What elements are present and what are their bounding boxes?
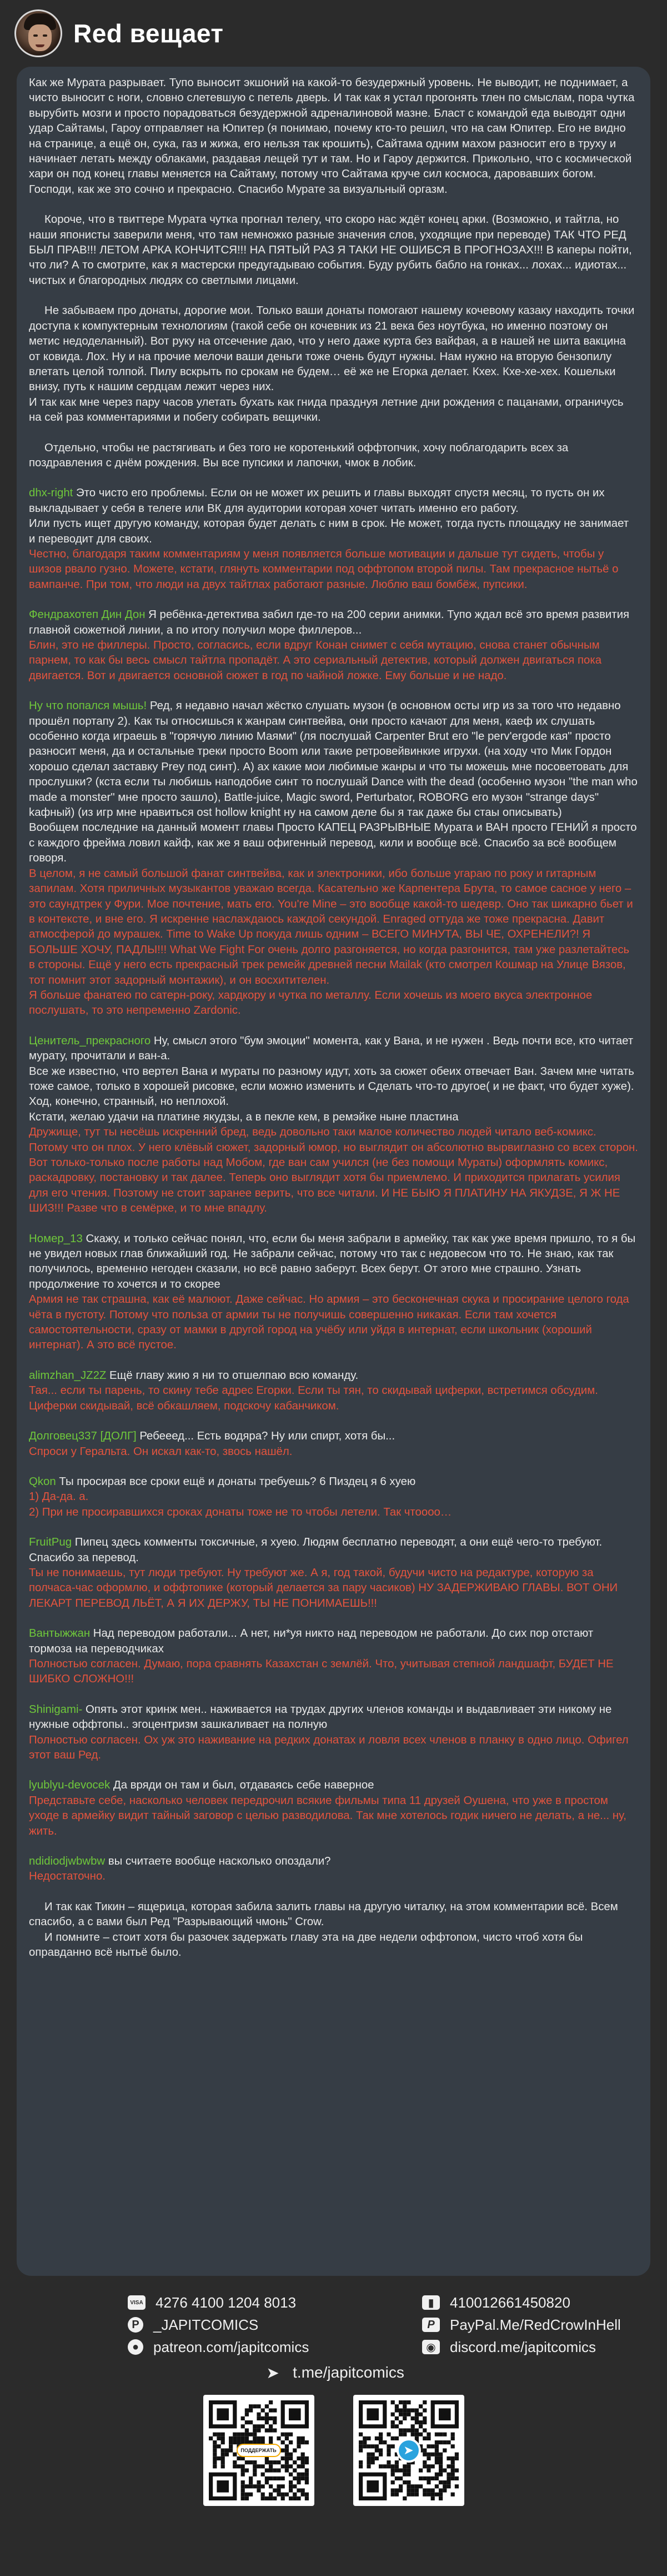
header bbox=[0, 0, 667, 67]
comment-text: Да вряди он там и был, отдаваясь себе наверное bbox=[110, 1779, 374, 1792]
comment-text: Пипец здесь комменты токсичные, я хуею. Людям бесплатно переводят, а они ещё чего-то требуют. Спасибо за перевод. bbox=[29, 1536, 603, 1564]
comment-text: Это чисто его проблемы. Если он не может их решить и главы выходят спустя месяц, то пусть он их выкладывает у себя в телеге или ВК для аудитории которая хочет читать именно его работу. bbox=[29, 487, 605, 515]
comment-text: Ну, смысл этого "бум эмоции" момента, как у Вана, и не нужен . Ведь почти все, кто читает мурату, прочитали и ван-а. bbox=[29, 1034, 634, 1063]
closing-text: И так как Тикин – ящерица, которая забила залить главы на другую читалку, на этом комментарии всё. Всем спасибо, а с вами был Ред "Разрывающий чмонь" Crow. bbox=[29, 1900, 618, 1929]
discord-link[interactable]: ◉ discord.me/japitcomics bbox=[422, 2337, 655, 2357]
comment-author[interactable]: Фендрахотеп Дин Дон bbox=[29, 609, 146, 621]
comment bbox=[29, 1626, 638, 1687]
reply-text: Дружище, тут ты несёшь искренний бред, ведь довольно таки малое количество людей читало веб-комикс. Потому что он плох. У него клёвый сюжет, задорный юмор, но выглядит он абсолютно вырвиглазно со всех сторон. Вот только-только после работы над Мобом, где ван сам учился (не без помощи Мураты) оформлять комикс, раскадровку, постановку и так далее. Теперь оно выглядит хотя бы приемлемо. И приходится прилагать усилия для его чтения. Поэтому не стоит заранее верить, что все читали. И НЕ БЫЮ Я ПЛАТИНУ НА ЯКУДЗЕ, Я Ж НЕ ШИЗ!!! Разве что в семёрке, и то мне впадлу. bbox=[29, 1126, 638, 1215]
comment-author[interactable]: lyublyu-devocek bbox=[29, 1779, 111, 1792]
card-icon: ▮ bbox=[422, 2295, 440, 2310]
comment bbox=[29, 1368, 638, 1414]
comment-text: Вообщем последние на данный момент главы Просто КАПЕЦ РАЗРЫВНЫЕ Мурата и ВАН просто ГЕНИЙ я просто с каждого фрейма ловил кайф, как же я ваш офигенный перевод, кили и вообще всё. Спасибо за всё вообщем говоря. bbox=[29, 821, 637, 865]
comment-author[interactable]: ndidiodjwbwbw bbox=[29, 1855, 106, 1868]
reply-text: Недостаточно. bbox=[29, 1870, 106, 1883]
comment-text: Над переводом работали... А нет, ни*уя никто над переводом не работали. До сих пор отстают тормоза на переводчиках bbox=[29, 1627, 594, 1655]
comment-text: Ещё главу жию я ни то отшелпаю всю команду. bbox=[106, 1369, 359, 1382]
reply-text: Честно, благодаря таким комментариям у меня появляется больше мотивации и дальше тут сидеть, чтобы у шизов рвало гузно. Можете, кстати, глянуть комментарии под оффтопом второй пилы. Там прекрасное нытьё о вампанче. При том, что люди на двух тайтлах работают разные. Люблю ваш бомбёж, пупсики. bbox=[29, 547, 619, 591]
visa-icon: VISA bbox=[128, 2295, 146, 2310]
footer bbox=[0, 2293, 667, 2506]
comment bbox=[29, 607, 638, 684]
paypal-link[interactable]: P PayPal.Me/RedCrowInHell bbox=[422, 2315, 655, 2335]
comment-author[interactable]: dhx-right bbox=[29, 487, 73, 500]
comment-text: Ред, я недавно начал жёстко слушать музон (в основном осты игр из за того что недавно прошёл портапу 2). Как ты относишься к жанрам синтвейва, они просто качают для меня, каеф их слушать особенно когда играешь в "горячую линию Маями" (ля послушай Carpenter Brut его "le perv'ergode кая" просто разносит меня, да и остальные треки просто Boom или такие ретровейвинкие игрухи. (на ходу что Мик Гордон хорошо сделал заставку Prey под синт). А) ах какие мои любимые жанры и что ты можешь мне посоветовать для прослушки? (кста если ты любишь наподобие синт то послушай Dance with the dead (особенно музон "the man who made a monster" мне просто зашло), Battle-juice, Magic sword, Perturbator, ROBORG его музон "strange days" kaфный) (из игр мне нравиться ost hollow knight ну на самом деле бы я так даже бы стаы описывать) bbox=[29, 700, 638, 819]
comment bbox=[29, 1854, 638, 1885]
comment-text: Я ребёнка-детектива забил где-то на 200 серии анимки. Тупо ждал всё это время развития главной сюжетной линии, а по итогу получил море филлеров... bbox=[29, 609, 630, 636]
comment-text: вы считаете вообще насколько опоздали? bbox=[105, 1855, 331, 1868]
closing-text: И помните – стоит хотя бы разочек задержать главу эта на две недели оффтопом, чисто чтоб хотя бы оправданно всё нытьё было. bbox=[29, 1931, 583, 1959]
comment-text: Ты просирая все сроки ещё и донаты требуешь? 6 Пиздец я 6 хуею bbox=[56, 1475, 416, 1488]
paragraph: Не забываем про донаты, дорогие мои. Только ваши донаты помогают нашему кочевому казаку находить точки доступа к компуктерным технологиям (такой себе он кочевник из 21 века без ноутбука, но именно поэтому он метис недоделанный). Вот руку на отсечение даю, что у него даже курта без вайфая, а в нашей не шита вакцина от ковида. Лох. Ну и на прочие мелочи ваши деньги тоже очень будут нужны. Нам нужно на вторую бензопилу влетать целой толпой. Пилу вскрыть по срокам не будем… её же не Егорка делает. Кхех. Кхе-хе-хех. Кошельки внизу, путь к нашим сердцам лежит через них. bbox=[29, 305, 635, 393]
paypal-icon: P bbox=[422, 2318, 440, 2332]
page-title: Red вещает bbox=[73, 19, 224, 48]
reply-text: Спроси у Геральта. Он искал как-то, звось нашёл. bbox=[29, 1445, 293, 1458]
comment-text: Кстати, желаю удачи на платине якудзы, а в пекле кем, в ремэйке ныне пластина bbox=[29, 1110, 459, 1123]
yoomoney-link[interactable]: ▮ 410012661450820 bbox=[422, 2293, 655, 2313]
comment-author[interactable]: Shinigami- bbox=[29, 1703, 83, 1716]
comment-text: Или пусть ищет другую команду, которая будет делать с ним в срок. Не может, тогда пусть площадку не занимает и переводит для своих. bbox=[29, 517, 629, 545]
comment-author[interactable]: Ценитель_прекрасного bbox=[29, 1034, 151, 1047]
reply-text: 1) Да-да. а. bbox=[29, 1491, 89, 1503]
comment-author[interactable]: Ну что попался мышь! bbox=[29, 700, 147, 712]
patreon-icon: P bbox=[128, 2317, 143, 2333]
avatar bbox=[14, 9, 62, 57]
support-links bbox=[128, 2293, 667, 2357]
discord-icon: ◉ bbox=[422, 2340, 440, 2354]
reply-text: Полностью согласен. Ох уж это наживание на редких донатах и ловля всех членов в планку в одно лицо. Офигел этот ваш Ред. bbox=[29, 1733, 629, 1761]
reply-text: В целом, я не самый большой фанат синтвейва, как и электроники, ибо больше угараю по року и гитарным запилам. Хотя приличных музыкантов уважаю всегда. Касательно же Карпентера Брута, то самое сасное у него – это саундтрек у Фури. Мое почтение, мать его. You're Mine – это вообще какой-то шедевр. Оно так шикарно бьет и в контексте, и вне его. Я искренне наслаждаюсь каждой секундой. Enraged оттуда же тоже прекрасна. Давит атмосферой до мурашек. Time to Wake Up покуда лишь одним – ВСЕГО МИНУТА, ВЫ ЧЕ, ОХРЕНЕЛИ?! Я БОЛЬШЕ ХОЧУ, ПАДЛЫ!!! What We Fight For очень долго разгоняется, но когда разгонится, там уже разлетайтесь в стороны. Ещё у него есть прекрасный трек ремейк древней песни Mailak (кто смотрел Кошмар на Улице Вязов, тот помнит этот задорный монтажик), и он восхитителен. bbox=[29, 867, 633, 986]
comment-text: Скажу, и только сейчас понял, что, если бы меня забрали в армейку, так как уже время пришло, то я бы не увидел новых глав ближайший год. Не забрали сейчас, потому что так с недовесом что то. Не знаю, как так получилось, временно негоден сказали, но всё равно заберут. Всех берут. От этого мне страшно. Узнать продолжение то хочется и то скорее bbox=[29, 1232, 636, 1291]
comment bbox=[29, 1702, 638, 1763]
telegram-link[interactable]: ➤ t.me/japitcomics bbox=[0, 2361, 667, 2384]
comment bbox=[29, 1535, 638, 1611]
comment bbox=[29, 1429, 638, 1459]
comment-author[interactable]: Вантыжжан bbox=[29, 1627, 91, 1640]
comment-author[interactable]: Qkon bbox=[29, 1475, 56, 1488]
reply-text: Я больше фанатею по сатерн-року, хардкору и чутка по металлу. Если хочешь из моего вкуса электронное послушать, то это непременно Zardonic. bbox=[29, 989, 593, 1017]
comment bbox=[29, 1474, 638, 1520]
patreon-handle-link[interactable]: P _JAPITCOMICS bbox=[128, 2315, 389, 2335]
telegram-qr-code[interactable] bbox=[353, 2395, 464, 2506]
reply-text: Блин, это не филлеры. Просто, согласись, если вдруг Конан снимет с себя мутацию, снова станет обычным парнем, то как бы весь смысл тайтла пропадёт. А это сериальный детектив, который должен двигаться пока двигается. Вот и двигается основной сюжет в год по чайной ложке. Ему больше и не надо. bbox=[29, 639, 602, 682]
comment-text: Все же известно, что вертел Вана и мураты по разному идут, хоть за сюжет обеих отвечает Ван. Зачем мне читать тоже самое, только в хорошей рисовке, если можно изменить и Сделать что-то другое( и не факт, что будет хуже). Ход, конечно, странный, но неплохой. bbox=[29, 1065, 634, 1108]
qr-codes bbox=[0, 2395, 667, 2506]
comment-author[interactable]: Долговец337 [ДОЛГ] bbox=[29, 1430, 137, 1443]
telegram-icon: ➤ bbox=[266, 2364, 279, 2381]
paragraph: Как же Мурата разрывает. Тупо выносит экшоний на какой-то безудержный уровень. Не выводит, не поднимает, а чисто выносит с ноги, словно слетевшую с петель дверь. И так как я устал прогонять тлен по смыслам, пора чутка вырубить мозги и просто порадоваться безудержной адреналиновой мазне. Бласт с командой еда выводят одни удар Сайтамы, Гароу отправляет на Юпитер (я понимаю, почему кто-то решил, что на сам Юпитер. Его не видно на странице, а ещё он, сука, газ и жижа, его нельзя так крошить), Сайтама одним махом разносит его в труху и начинает летать между облаками, раздавая лещей тут и там. Но и Гароу держится. Прикольно, что с космической хари он под конец главы меняется на Сайтаму, потому что Сайтама круче сил космоса, даровавших богом. Господи, как же это сочно и прекрасно. Спасибо Мурате за визуальный оргазм. bbox=[29, 77, 635, 196]
comment bbox=[29, 1778, 638, 1839]
reply-text: Тая... если ты парень, то скину тебе адрес Егорки. Если ты тян, то скидывай циферки, встретимся обсудим. Циферки скидывай, всё обкашляем, подскочу кабанчиком. bbox=[29, 1384, 598, 1412]
patreon-round-icon: ● bbox=[128, 2339, 143, 2355]
donate-label: ПОДДЕРЖАТЬ bbox=[237, 2444, 281, 2457]
patreon-link[interactable]: ● patreon.com/japitcomics bbox=[128, 2337, 389, 2357]
donate-qr-code[interactable] bbox=[203, 2395, 314, 2506]
reply-text: Представьте себе, насколько человек передрочил всякие фильмы типа 11 друзей Оушена, что уже в простом уходе в армейку видит тайный заговор с целью разводилова. Так мне хотелось годик ничего не делать, а не... ну, жить. bbox=[29, 1794, 626, 1837]
comment bbox=[29, 1034, 638, 1217]
reply-text: Ты не понимаешь, тут люди требуют. Ну требуют же. А я, год такой, будучи чисто на редактуре, которую за полчаса-час оформлю, и оффтопике (который делается за пару часиков) НУ ЗАДЕРЖИВАЮ ГЛАВЫ. ВОТ ОНИ ЛЕКАРТ ПЕРЕВОД ЛЬЁТ, А Я ИХ ДЕРЖУ, ТЫ НЕ ПОНИМАЕШЬ!!! bbox=[29, 1566, 618, 1610]
paragraph: И так как мне через пару часов улетать бухать как гнида празднуя летние дни рождения с пацанами, ограничусь на сей раз комментариями и побегу собирать вещички. bbox=[29, 396, 624, 424]
telegram-icon: ➤ bbox=[397, 2438, 421, 2463]
comment-text: Опять этот кринж мен.. наживается на трудах других членов команды и выдавливает эти никому не нужные оффтопы.. эгоцентризм зашкаливает на полную bbox=[29, 1703, 612, 1731]
paragraph: Отдельно, чтобы не растягивать и без того не коротенький оффтопчик, хочу поблагодарить всех за поздравления с днём рождения. Вы все пупсики и лапочки, чмок в лобик. bbox=[29, 441, 569, 469]
reply-text: Армия не так страшна, как её малюют. Даже сейчас. Но армия – это бесконечная скука и просирание целого года чёта в пустоту. Потому что польза от армии ты не получишь совершенно никакая. Если там хочется самостоятельности, сразу от мамки в другой город на учёбу или уйдя в интернат, если школьник (хороший интернат). А это всё пустое. bbox=[29, 1293, 629, 1352]
comment bbox=[29, 486, 638, 592]
comment bbox=[29, 1232, 638, 1353]
reply-text: Полностью согласен. Думаю, пора сравнять Казахстан с землёй. Что, учитывая степной ландшафт, БУДЕТ НЕ ШИБКО СЛОЖНО!!! bbox=[29, 1657, 614, 1686]
comment-author[interactable]: Номер_13 bbox=[29, 1232, 83, 1245]
reply-text: 2) При не просиравшихся сроках донаты тоже не то чтобы летели. Так чтоооо… bbox=[29, 1506, 452, 1518]
comment-author[interactable]: FruitPug bbox=[29, 1536, 72, 1549]
visa-link[interactable]: VISA 4276 4100 1204 8013 bbox=[128, 2293, 389, 2313]
comment-author[interactable]: alimzhan_JZ2Z bbox=[29, 1369, 107, 1382]
paragraph: Короче, что в твиттере Мурата чутка прогнал телегу, что скоро нас ждёт конец арки. (Возможно, и тайтла, но наши японисты заверили меня, что там немножко разные значения слов, уходящие при переводе) ТАК ЧТО РЕД БЫЛ ПРАВ!!! ЛЕТОМ АРКА КОНЧИТСЯ!!! НА ПЯТЫЙ РАЗ Я ТАКИ НЕ ОШИБСЯ В ПРОГНОЗАХ!!! В каперы пойти, что ли? А то смотрите, как я мастерски предугадываю события. Буду рубить бабло на гонках... лохах... идиотах... чистых и благородных людях со светлыми лицами. bbox=[29, 213, 632, 287]
comment-text: Ребееед... Есть водяра? Ну или спирт, хотя бы... bbox=[136, 1430, 395, 1443]
comment bbox=[29, 699, 638, 1019]
post-body bbox=[17, 67, 650, 2276]
